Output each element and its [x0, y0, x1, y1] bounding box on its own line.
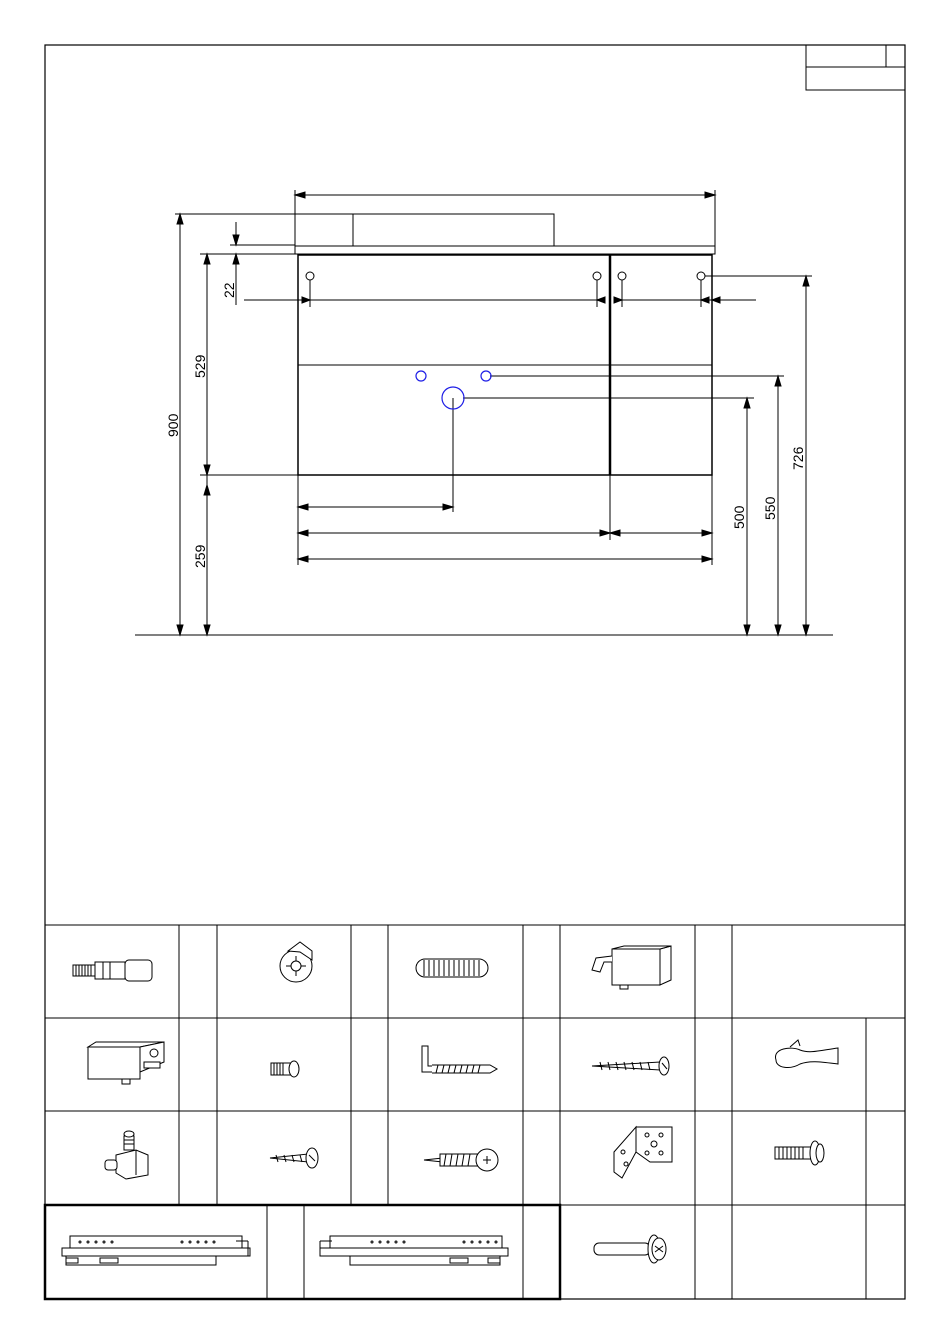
corner-bracket-icon — [614, 1127, 672, 1178]
machine-screw-icon — [775, 1141, 824, 1165]
drawer-slide-left-icon — [62, 1236, 250, 1265]
mount-hole — [306, 272, 314, 280]
drawer-slide-right-icon — [320, 1236, 508, 1265]
cam-dowel-icon — [105, 1131, 148, 1179]
small-screw-icon — [270, 1148, 318, 1168]
wood-dowel-icon — [416, 959, 488, 977]
connector-bolt-icon — [73, 960, 152, 981]
cam-lock-icon — [280, 942, 312, 982]
dim-height-cabinet: 529 — [192, 354, 208, 378]
dim-height-total: 900 — [165, 413, 181, 437]
washer-bolt-icon — [594, 1235, 666, 1263]
cable-clip-icon — [775, 1040, 838, 1067]
hanging-bracket-icon — [592, 946, 671, 989]
title-block — [806, 45, 905, 90]
supply-pipe-hot — [481, 371, 491, 381]
cabinet-front-view — [135, 190, 833, 635]
dim-height-mount: 726 — [790, 446, 806, 470]
mount-hole — [593, 272, 601, 280]
dim-height-plinth: 259 — [192, 544, 208, 568]
countertop — [295, 246, 715, 254]
mount-hole — [618, 272, 626, 280]
short-screw-icon — [271, 1061, 299, 1077]
wall-anchor-screw-icon — [424, 1149, 498, 1171]
basin — [353, 214, 554, 246]
dim-height-top: 22 — [221, 282, 237, 298]
long-screw-icon — [592, 1057, 669, 1075]
l-hook-screw-icon — [422, 1046, 497, 1073]
supply-pipe-cold — [416, 371, 426, 381]
dim-height-supply: 550 — [762, 496, 778, 520]
mount-hole — [697, 272, 705, 280]
wall-bracket-icon — [88, 1042, 164, 1084]
dim-height-drain: 500 — [731, 505, 747, 529]
